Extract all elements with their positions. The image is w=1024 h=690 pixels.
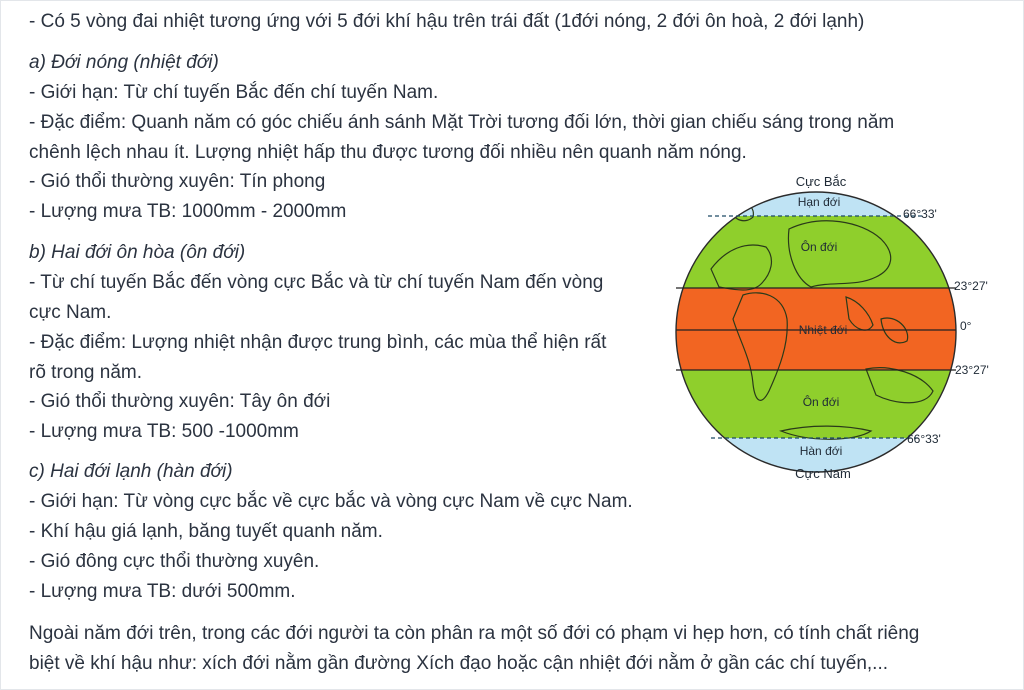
- section-c-line: - Giới hạn: Từ vòng cực bắc về cực bắc và vòng cực Nam về cực Nam.: [29, 491, 633, 512]
- section-b-heading: b) Hai đới ôn hòa (ôn đới): [29, 242, 246, 263]
- temperate-zone-south-label: Ôn đới: [802, 395, 840, 409]
- climate-zones-globe-diagram: [671, 169, 1011, 489]
- section-a-line: - Giới hạn: Từ chí tuyến Bắc đến chí tuyến Nam.: [29, 82, 439, 103]
- section-a-line: - Đặc điểm: Quanh năm có góc chiếu ánh sánh Mặt Trời tương đối lớn, thời gian chiếu sáng trong năm: [29, 112, 895, 133]
- conclusion-line: biệt về khí hậu như: xích đới nằm gần đường Xích đạo hoặc cận nhiệt đới nằm ở gần các chí tuyến,...: [29, 653, 888, 674]
- north-pole-label: Cực Bắc: [795, 174, 847, 189]
- section-b-line: - Gió thổi thường xuyên: Tây ôn đới: [29, 391, 331, 412]
- section-b-line: cực Nam.: [29, 302, 112, 323]
- temperate-zone-north-label: Ôn đới: [800, 240, 838, 254]
- lat-tropic-north-label: 23°27': [954, 279, 988, 293]
- section-a-line: chênh lệch nhau ít. Lượng nhiệt hấp thu được tương đối nhiều nên quanh năm nóng.: [29, 142, 747, 163]
- cold-zone-south-label: Hàn đới: [799, 444, 843, 458]
- conclusion-line: Ngoài năm đới trên, trong các đới người ta còn phân ra một số đới có phạm vi hẹp hơn, có tính chất riêng: [29, 623, 920, 644]
- lat-arctic-label: 66°33': [903, 207, 937, 221]
- section-c-heading: c) Hai đới lạnh (hàn đới): [29, 461, 233, 482]
- section-b-line: - Lượng mưa TB: 500 -1000mm: [29, 421, 299, 442]
- section-a-heading: a) Đới nóng (nhiệt đới): [29, 52, 219, 73]
- lat-equator-label: 0°: [960, 319, 972, 333]
- cold-zone-north-label: Hạn đới: [797, 195, 841, 209]
- tropical-zone-label: Nhiệt đới: [798, 323, 848, 337]
- intro-text: - Có 5 vòng đai nhiệt tương ứng với 5 đới khí hậu trên trái đất (1đới nóng, 2 đới ôn hoà, 2 đới lạnh): [29, 11, 865, 32]
- section-a-line: - Gió thổi thường xuyên: Tín phong: [29, 171, 326, 192]
- lat-antarctic-label: 66°33': [907, 432, 941, 446]
- lat-tropic-south-label: 23°27': [955, 363, 989, 377]
- section-b-line: - Đặc điểm: Lượng nhiệt nhận được trung bình, các mùa thể hiện rất: [29, 332, 607, 353]
- section-c-line: - Khí hậu giá lạnh, băng tuyết quanh năm.: [29, 521, 383, 542]
- section-b-line: - Từ chí tuyến Bắc đến vòng cực Bắc và từ chí tuyến Nam đến vòng: [29, 272, 604, 293]
- section-b-line: rõ trong năm.: [29, 362, 142, 383]
- section-c-line: - Gió đông cực thổi thường xuyên.: [29, 551, 320, 572]
- section-a-line: - Lượng mưa TB: 1000mm - 2000mm: [29, 201, 347, 222]
- section-c-line: - Lượng mưa TB: dưới 500mm.: [29, 581, 296, 602]
- south-pole-label: Cực Nam: [795, 466, 851, 481]
